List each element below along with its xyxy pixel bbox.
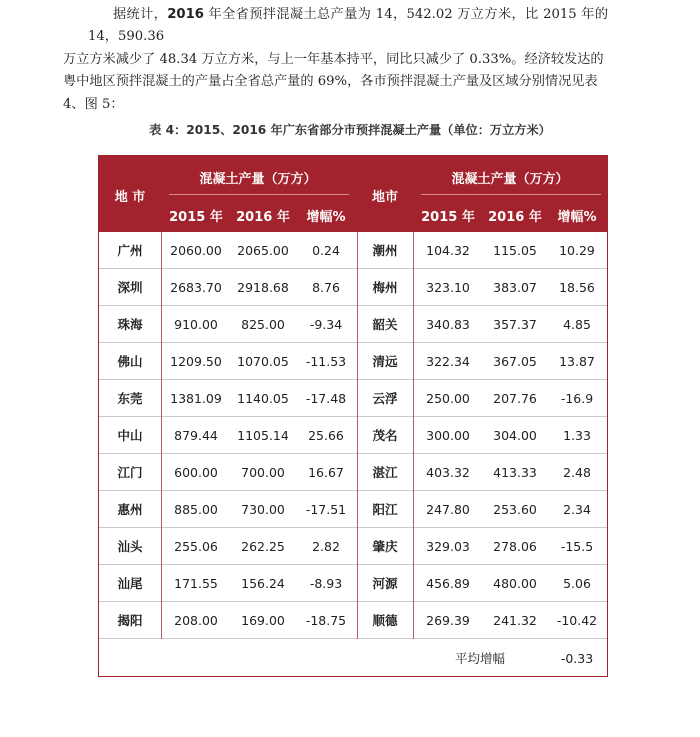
value-2016: 1105.14 <box>237 428 289 443</box>
growth-value: 2.34 <box>563 502 591 517</box>
intro-text: 万立方米减少了 48.34 万立方米，与上一年基本持平，同比只减少了 0.33%。经济较发达的 <box>63 51 604 67</box>
growth-value: -9.34 <box>309 317 343 332</box>
row-separator <box>99 638 607 639</box>
city-cell: 梅州 <box>372 280 398 295</box>
value-2015: 323.10 <box>426 280 470 295</box>
city-cell: 佛山 <box>117 354 143 369</box>
growth-value: -16.9 <box>560 391 594 406</box>
intro-text: 据统计， <box>113 7 168 22</box>
table-header <box>99 156 607 232</box>
value-2015: 104.32 <box>426 243 470 258</box>
city-cell: 顺德 <box>372 613 398 628</box>
growth-value: 18.56 <box>559 280 595 295</box>
value-2016: 825.00 <box>241 317 285 332</box>
header-city-left: 地 市 <box>114 190 146 205</box>
value-2016: 367.05 <box>493 354 537 369</box>
city-cell: 珠海 <box>117 317 143 332</box>
city-cell: 清远 <box>372 354 398 369</box>
value-2016: 2918.68 <box>237 280 289 295</box>
growth-value: 10.29 <box>559 243 595 258</box>
value-2016: 700.00 <box>241 465 285 480</box>
city-cell: 河源 <box>372 576 398 591</box>
table-row <box>99 380 607 417</box>
value-2015: 269.39 <box>426 613 470 628</box>
intro-text: 年全省预拌混凝土总产量为 14，542.02 万立方米，比 2015 年的 14，590.36 <box>88 7 609 45</box>
city-cell: 汕头 <box>117 539 143 554</box>
intro-paragraph <box>63 4 609 116</box>
growth-value: -17.48 <box>305 391 347 406</box>
value-2015: 456.89 <box>426 576 470 591</box>
city-cell: 韶关 <box>372 317 398 332</box>
growth-value: -8.93 <box>309 576 343 591</box>
growth-value: -17.51 <box>305 502 347 517</box>
value-2016: 262.25 <box>241 539 285 554</box>
city-cell: 中山 <box>117 428 143 443</box>
value-2016: 241.32 <box>493 613 537 628</box>
table-row <box>99 528 607 565</box>
value-2015: 250.00 <box>426 391 470 406</box>
value-2016: 480.00 <box>493 576 537 591</box>
growth-value: 0.24 <box>312 243 340 258</box>
growth-value: 8.76 <box>312 280 340 295</box>
table-row <box>99 343 607 380</box>
value-2015: 910.00 <box>174 317 218 332</box>
footer-row <box>99 640 607 677</box>
header-growth-right: 增幅% <box>557 210 597 225</box>
column-divider <box>413 232 414 639</box>
city-cell: 江门 <box>117 465 143 480</box>
value-2015: 2060.00 <box>170 243 222 258</box>
header-growth-left: 增幅% <box>306 210 346 225</box>
header-group-right: 混凝土产量（万方） <box>451 172 569 187</box>
value-2016: 207.76 <box>493 391 537 406</box>
growth-value: 1.33 <box>563 428 591 443</box>
intro-text: 粤中地区预拌混凝土的产量占全省总产量的 69%，各市预拌混凝土产量及区域分别情况见表 <box>63 74 598 90</box>
intro-year: 2016 <box>167 7 204 22</box>
value-2015: 2683.70 <box>170 280 222 295</box>
city-cell: 云浮 <box>372 391 398 406</box>
header-2016-left: 2016 年 <box>236 210 290 225</box>
growth-value: 25.66 <box>308 428 344 443</box>
growth-value: 5.06 <box>563 576 591 591</box>
footer-value: -0.33 <box>560 651 594 666</box>
value-2016: 1140.05 <box>237 391 289 406</box>
table-row <box>99 491 607 528</box>
intro-text: 4、图 5： <box>63 96 124 112</box>
value-2015: 1209.50 <box>170 354 222 369</box>
column-divider <box>161 232 162 639</box>
growth-value: 2.48 <box>563 465 591 480</box>
value-2016: 1070.05 <box>237 354 289 369</box>
table-title: 表 4：2015、2016 年广东省部分市预拌混凝土产量（单位：万立方米） <box>149 123 551 137</box>
column-divider <box>357 232 358 639</box>
growth-value: 16.67 <box>308 465 344 480</box>
city-cell: 潮州 <box>372 243 398 258</box>
value-2015: 171.55 <box>174 576 218 591</box>
growth-value: -11.53 <box>305 354 347 369</box>
value-2016: 169.00 <box>241 613 285 628</box>
value-2015: 247.80 <box>426 502 470 517</box>
value-2016: 730.00 <box>241 502 285 517</box>
header-2015-left: 2015 年 <box>169 210 223 225</box>
value-2015: 300.00 <box>426 428 470 443</box>
table-row <box>99 232 607 269</box>
value-2015: 329.03 <box>426 539 470 554</box>
growth-value: -10.42 <box>556 613 598 628</box>
value-2016: 156.24 <box>241 576 285 591</box>
footer-label: 平均增幅 <box>454 651 505 666</box>
table-row <box>99 417 607 454</box>
value-2015: 1381.09 <box>170 391 222 406</box>
city-cell: 湛江 <box>372 465 398 480</box>
value-2015: 322.34 <box>426 354 470 369</box>
value-2016: 278.06 <box>493 539 537 554</box>
city-cell: 东莞 <box>117 391 143 406</box>
table-row <box>99 454 607 491</box>
city-cell: 阳江 <box>372 502 398 517</box>
value-2015: 885.00 <box>174 502 218 517</box>
header-divider <box>169 194 349 195</box>
value-2015: 879.44 <box>174 428 218 443</box>
value-2016: 115.05 <box>493 243 537 258</box>
growth-value: 4.85 <box>563 317 591 332</box>
city-cell: 茂名 <box>372 428 398 443</box>
value-2015: 600.00 <box>174 465 218 480</box>
value-2016: 357.37 <box>493 317 537 332</box>
city-cell: 汕尾 <box>117 576 143 591</box>
growth-value: -15.5 <box>560 539 594 554</box>
value-2016: 413.33 <box>493 465 537 480</box>
value-2016: 253.60 <box>493 502 537 517</box>
city-cell: 广州 <box>117 243 143 258</box>
value-2015: 255.06 <box>174 539 218 554</box>
value-2016: 2065.00 <box>237 243 289 258</box>
growth-value: 2.82 <box>312 539 340 554</box>
header-divider <box>421 194 601 195</box>
city-cell: 肇庆 <box>372 539 398 554</box>
header-2016-right: 2016 年 <box>488 210 542 225</box>
value-2016: 304.00 <box>493 428 537 443</box>
value-2016: 383.07 <box>493 280 537 295</box>
header-city-right: 地市 <box>371 190 398 205</box>
table-row <box>99 269 607 306</box>
growth-value: -18.75 <box>305 613 347 628</box>
value-2015: 403.32 <box>426 465 470 480</box>
production-table <box>98 155 608 677</box>
value-2015: 340.83 <box>426 317 470 332</box>
growth-value: 13.87 <box>559 354 595 369</box>
city-cell: 惠州 <box>117 502 143 517</box>
header-group-left: 混凝土产量（万方） <box>199 172 317 187</box>
city-cell: 揭阳 <box>117 613 143 628</box>
header-2015-right: 2015 年 <box>421 210 475 225</box>
value-2015: 208.00 <box>174 613 218 628</box>
city-cell: 深圳 <box>117 280 143 295</box>
table-row <box>99 306 607 343</box>
table-row <box>99 602 607 639</box>
table-row <box>99 565 607 602</box>
